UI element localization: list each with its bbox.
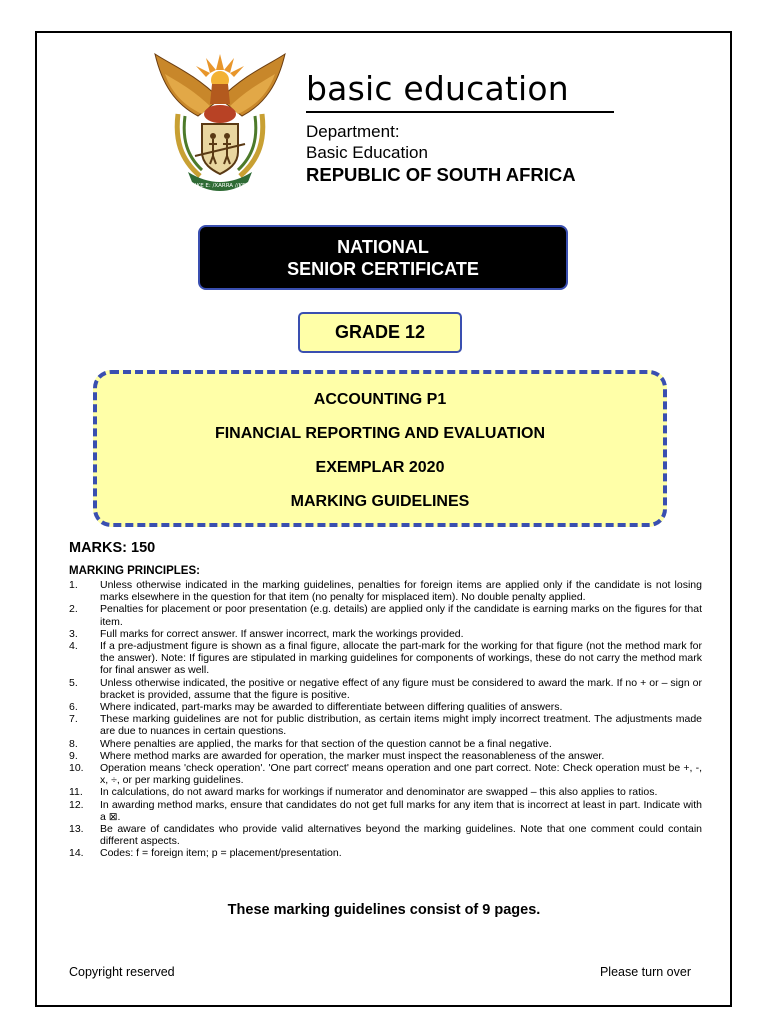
principle-item bbox=[69, 750, 702, 762]
principle-number: 10. bbox=[69, 762, 84, 775]
principle-number: 1. bbox=[69, 579, 78, 591]
principle-item bbox=[69, 640, 702, 677]
grade-box: GRADE 12 bbox=[298, 312, 462, 353]
subject-topic: FINANCIAL REPORTING AND EVALUATION bbox=[214, 425, 546, 442]
principle-item bbox=[69, 786, 702, 798]
principle-number: 5. bbox=[69, 676, 78, 689]
principle-text: Unless otherwise indicated in the marking guidelines, penalties for foreign items are applied only if the candidate is not losing marks elsewhere in the question for that item (no penalty for misplaced item). No double penalty applied. bbox=[100, 579, 702, 604]
subject-paper: ACCOUNTING P1 bbox=[313, 391, 447, 408]
page-count-note: These marking guidelines consist of 9 pages. bbox=[227, 902, 541, 918]
certificate-title-line1: NATIONAL bbox=[337, 237, 429, 257]
principle-text: In awarding method marks, ensure that candidates do not get full marks for any item that is incorrect at least in part. Indicate with a ⊠. bbox=[100, 798, 702, 823]
principle-item bbox=[69, 799, 702, 823]
principle-number: 11. bbox=[69, 786, 83, 799]
principle-text: Penalties for placement or poor presentation (e.g. details) are applied only if the candidate is earning marks on the figures for that item. bbox=[100, 603, 702, 628]
principle-item bbox=[69, 677, 702, 701]
principle-text: Codes: f = foreign item; p = placement/presentation. bbox=[100, 847, 342, 860]
principle-text: Unless otherwise indicated, the positive or negative effect of any figure must be considered to award the mark. If no + or – sign or bracket is provided, assume that the figure is positive. bbox=[100, 676, 702, 701]
principle-number: 4. bbox=[69, 640, 78, 653]
certificate-title-line2: SENIOR CERTIFICATE bbox=[287, 259, 479, 279]
principle-item bbox=[69, 701, 702, 713]
principle-item bbox=[69, 762, 702, 786]
republic-name: REPUBLIC OF SOUTH AFRICA bbox=[306, 164, 576, 185]
certificate-title-box bbox=[198, 225, 568, 290]
principle-text: These marking guidelines are not for public distribution, as certain items might imply incorrect treatment. The adjustments made are due to nuances in certain questions. bbox=[100, 713, 702, 738]
principle-item bbox=[69, 579, 702, 603]
principle-text: Operation means 'check operation'. 'One part correct' means operation and one part correct. Note: Check operation must be +, -, x, ÷, or per marking guidelines. bbox=[100, 762, 702, 787]
principle-number: 9. bbox=[69, 749, 78, 762]
department-branding bbox=[306, 69, 616, 187]
principle-item bbox=[69, 628, 702, 640]
principle-number: 14. bbox=[69, 847, 84, 860]
footer-copyright: Copyright reserved bbox=[69, 965, 175, 979]
subject-exemplar: EXEMPLAR 2020 bbox=[315, 459, 445, 476]
principle-item bbox=[69, 823, 702, 847]
total-marks: MARKS: 150 bbox=[69, 540, 156, 556]
principle-number: 2. bbox=[69, 603, 78, 616]
principle-item bbox=[69, 738, 702, 750]
principle-text: In calculations, do not award marks for workings if numerator and denominator are swapped – this also applies to ratios. bbox=[100, 786, 658, 799]
principle-item bbox=[69, 847, 702, 859]
marking-principles-title: MARKING PRINCIPLES: bbox=[69, 565, 200, 577]
principle-number: 12. bbox=[69, 798, 84, 811]
subject-box bbox=[93, 370, 667, 527]
principle-text: Where indicated, part-marks may be awarded to differentiate between differing qualities of answers. bbox=[100, 701, 563, 714]
marking-principles-list bbox=[69, 579, 702, 860]
principle-number: 8. bbox=[69, 737, 78, 750]
principle-text: If a pre-adjustment figure is shown as a final figure, allocate the part-mark for the working for that figure (not the method mark for the answer). Note: If figures are stipulated in marking guidelines for components of workings, these do not carry the method mark for final answer as well. bbox=[100, 640, 702, 677]
principle-item bbox=[69, 713, 702, 737]
principle-number: 6. bbox=[69, 701, 78, 714]
principle-number: 13. bbox=[69, 823, 84, 836]
department-label: Department: bbox=[306, 122, 400, 141]
principle-text: Where method marks are awarded for operation, the marker must inspect the reasonableness of the answer. bbox=[100, 749, 605, 762]
principle-number: 7. bbox=[69, 713, 78, 726]
south-africa-coat-of-arms-icon bbox=[150, 44, 290, 194]
motto-text: !KE E: /XARRA //KE bbox=[194, 183, 246, 189]
brand-name: basic education bbox=[306, 72, 614, 113]
principle-text: Where penalties are applied, the marks for that section of the question cannot be a final negative. bbox=[100, 737, 552, 750]
principle-number: 3. bbox=[69, 627, 78, 640]
footer-turn-over: Please turn over bbox=[599, 965, 691, 979]
department-name: Basic Education bbox=[306, 143, 428, 162]
subject-type: MARKING GUIDELINES bbox=[290, 493, 470, 510]
principle-text: Full marks for correct answer. If answer incorrect, mark the workings provided. bbox=[100, 627, 464, 640]
principle-text: Be aware of candidates who provide valid alternatives beyond the marking guidelines. Note that one comment could contain different aspects. bbox=[100, 823, 702, 848]
principle-item bbox=[69, 603, 702, 627]
